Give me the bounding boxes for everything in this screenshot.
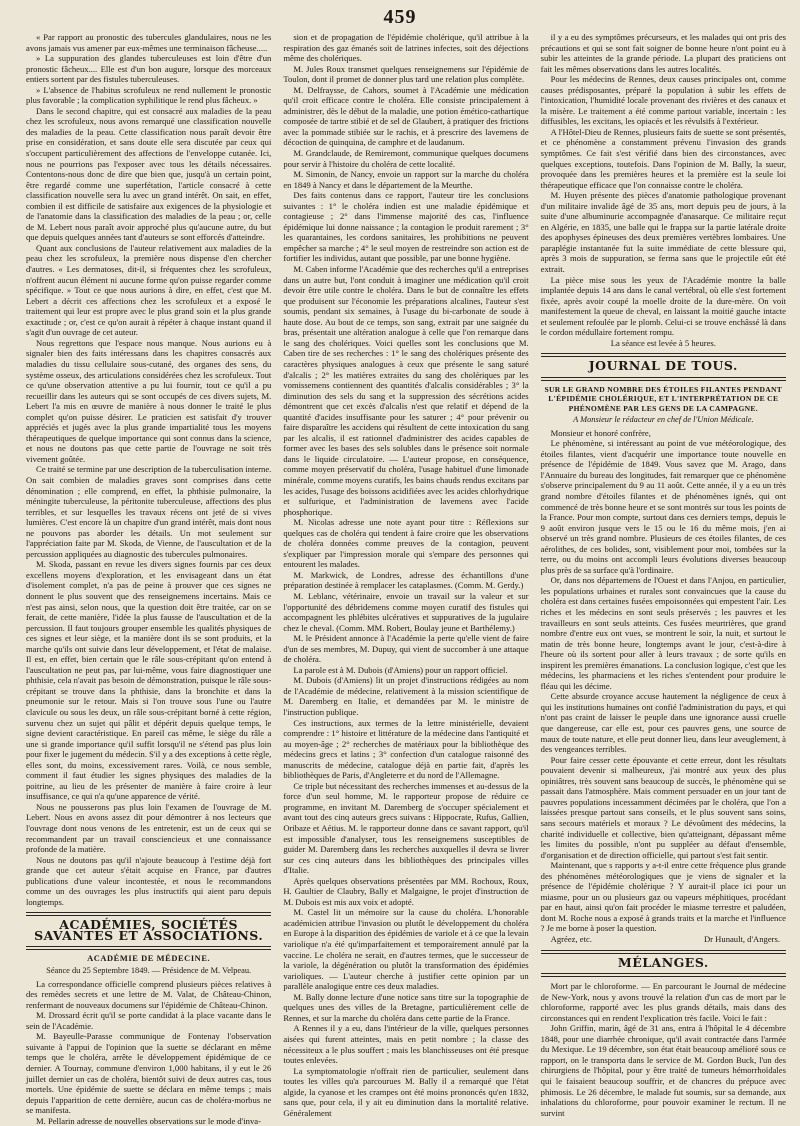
paragraph: il y a eu des symptômes précurseurs, et les malades qui ont pris des précautions et qui se sont fait soigner de bonne heure n'ont point eu à subir les atteintes de la grande période. La plupart des praticiens ont fait les mêmes observations dans les autres localités. [540,32,786,74]
paragraph: Mort par le chloroforme. — En parcourant le Journal de médecine de New-York, nous y avons trouvé la relation d'un cas de mort par le chloroforme, rapporté avec les plus grands détails, mais dans des circonstances qui en rendent l'explication très facile. Voici le fait : [540,981,786,1023]
academy-report [26,979,271,1126]
section-divider [26,946,271,950]
paragraph: Pour les médecins de Rennes, deux causes principales ont, comme causes prédisposantes, préparé la population à subir les effets de l'intoxication, l'humidité locale provenant des rivières et des canaux et la misère. Le traitement a été comme partout variable, incertain : les diffusibles, les excitans, les opiacés et les révulsifs à l'extérieur. [540,74,786,127]
paragraph: M. Grandclaude, de Remiremont, communique quelques documens pour servir à l'histoire du choléra de cette localité. [283,148,529,169]
paragraph: Monsieur et honoré confrère, [550,427,651,438]
paragraph: » L'absence de l'habitus scrofuleux ne rend nullement le pronostic plus favorable ; la complication syphilitique le rend plus fâcheux. » [26,84,272,106]
paragraph: La parole est à M. Dubois (d'Amiens) pour un rapport officiel. [293,664,508,675]
paragraph: Ce triple but nécessitant des recherches immenses et au-dessus de la force d'un seul homme, M. le rapporteur propose de réduire ce programme, en invitant M. Daremberg de s'occuper spécialement et avant tout des cinq auteurs grecs suivans : Hippocrate, Rufus, Gallien, Oribaze et Aétius. M. le rapporteur donne dans ce savant rapport, qu'il est impossible d'analyser, tous les renseignemens susceptibles de guider M. Daremberg dans les recherches auxquelles il devra se livrer sur ces cinq auteurs dans les bibliothèques des principales villes d'Italie. [283,780,529,876]
paragraph: Maintenant, que s rapports y a-t-il entre cette fréquence plus grande des phénomènes météorologiques que je viens de signaler et la présence de l'épidémie cholérique ? Y aurait-il place ici pour un miasme, pour un ou plusieurs gaz ou vapeurs méphitiques, procédant par en haut, ainsi qu'on fait procéder le miasme terrestre et paludéen, dont M. Roche nous a exposé à grands traits et la marche et l'influence ? Je me borne à poser la question. [540,860,786,934]
paragraph: A l'Hôtel-Dieu de Rennes, plusieurs faits de suette se sont présentés, et ce phénomène a constamment prévenu l'invasion des grands symptômes. Ce fait s'est vérifié dans bien des circonstances, avec quelques exceptions, toutefois. Dans l'opinion de M. Bally, la sueur, provoquée dans les premières heures et la première est la seule loi thérapeutique efficace que l'on connaisse contre le choléra. [540,126,786,190]
paragraph: Ces instructions, aux termes de la lettre ministérielle, devaient comprendre : 1° histoire et littérature de la médecine dans l'antiquité et au moyen-âge ; 2° recherches de matériaux pour la bibliothèque des médecins grecs et latins ; 3° confection d'un catalogue raisonné des manuscrits de médecine, catalogue déjà en partie fait, d'après les bibliothèques de Paris, d'Angleterre et du nord de l'Allemagne. [283,717,529,781]
columns [26,32,786,1126]
paragraph: Le phénomène, si intéressant au point de vue météorologique, des étoiles filantes, vient d'acquérir une importance toute nouvelle en présence de l'épidémie de 1849. Vous savez que M. Arago, dans l'Annuaire du bureau des longitudes, fait remarquer que ce phénomène s'observe principalement du 9 au 11 août. Cette année, il y a eu un très grand nombre d'étoiles filantes et de phénomènes ignés, qui ont commencé de très bonne heure et se sont montrés sur tous les points de la France. Pour mon compte, surtout dans ces derniers temps, depuis le 9 août environ jusque vers le 15 ou le 16 du même mois, j'en ai observé un très grand nombre. Plusieurs de ces étoiles filantes, de ces aérolithes, de ces bolides, sont, visiblement pour moi, tombées sur la terre, ou du moins ont accompli leurs évolutions diverses beaucoup plus près de sa surface qu'à l'ordinaire. [540,438,786,575]
paragraph: M. Simonin, de Nancy, envoie un rapport sur la marche du choléra en 1849 à Nancy et dans le département de la Meurthe. [283,169,529,190]
dedication: A Monsieur le rédacteur en chef de l'Union Médicale. [573,415,754,425]
column-3 [541,32,786,1126]
paragraph: Cette absurde croyance accuse hautement la négligence de ceux à qui les institutions humaines ont confié l'administration du pays, et qui n'ont pas craint de laisser le peuple dans une ignorance aussi cruelle que dangereuse, car elle est, pour ces pauvres gens, une source de maux de toute nature, et elle peut donner lieu, dans leur aveuglement, à des vengeances terribles. [540,691,786,755]
paragraph: M. Bally donne lecture d'une notice sans titre sur la topographie de quelques unes des villes de la Bretagne, particulièrement celle de Rennes, et sur la marche du choléra dans cette partie de la France. [283,991,529,1023]
section-title-academies: ACADÉMIES, SOCIÉTÉS SAVANTES ET ASSOCIATIONS. [34,917,264,943]
section-divider [541,950,786,954]
academy-name: ACADÉMIE DE MÉDECINE. [87,954,211,964]
paragraph: M. Castel lit un mémoire sur la cause du choléra. L'honorable académicien attribue l'invasion ou plutôt le développement du choléra en Europe à la disparition des épidémies de variole et à ce que la levain variolique n'a été qu'imparfaitement et temporairement annulé par la vaccine. Le choléra ne serait, en d'autres termes, que le successeur de la variole, la dégénération ou plutôt la transformation des épidémies varioliques. — L'auteur cherche à justifier cette opinion par un parallèle analogique entre ces deux maladies. [283,907,529,992]
article-title: SUR LE GRAND NOMBRE DES ÉTOILES FILANTES PENDANT L'ÉPIDÉMIE CHOLÉRIQUE, ET L'INTERPRÉTATION DE CE PHÉNOMÈNE PAR LES GENS DE LA CAMPAGNE. [544,384,783,413]
paragraph: M. Markwick, de Londres, adresse des échantillons d'une préparation destinée à remplacer les cataplasmes. (Comm. M. Gerdy.) [283,569,529,591]
signature-line [541,934,786,945]
paragraph: Nous ne doutons pas qu'il n'ajoute beaucoup à l'estime déjà fort grande que cet auteur s'était acquise en France, par d'autres publications d'une valeur incontestée, et nous le recommandons comme un des ouvrages les plus instructifs qui aient paru depuis longtemps. [26,854,272,907]
closing-formula: Agréez, etc. [550,933,592,944]
section-divider [26,912,271,916]
paragraph: M. Pellarin adresse de nouvelles observations sur le mode d'inva- [36,1115,261,1126]
paragraph: M. Delfraysse, de Cahors, soumet à l'Académie une médication qu'il croit efficace contre le choléra. Elle consiste principalement à administrer, dès le début de la maladie, une potion émético-cathartique composée de tartre stibié et de sel de Glaubert, à pratiquer des frictions avec la pommade stibiée sur le rachis, et à prescrire des lavemens de décoction de quinquina, de camphre et de laudanum. [283,84,529,148]
paragraph: Or, dans nos départemens de l'Ouest et dans l'Anjou, en particulier, les populations urbaines et rurales sont convaincues que la cause du choléra est dans certaines fusées empoisonnées qui empestent l'air. Les riches et les médecins en sont seuls préservés ; les pauvres et les travailleurs en sont seuls atteints. Ces fusées meurtrières, que grand nombre d'entre eux ont vues, se montrent le soir, la nuit, et surtout le matin de très bonne heure, longtemps avant le jour, c'est-à-dire à l'heure où ils sortent pour aller à leurs travaux ; de sorte qu'ils en inspirent les premières émanations. La conclusion logique, c'est que les médecins, les pharmaciens et les riches s'entendent pour produire le fléau qui les décime. [540,575,786,691]
paragraph: » La suppuration des glandes tuberculeuses est loin d'être d'un pronostic fâcheux.... Elle est d'un bon augure, lorsque des morceaux entiers sortent par des fistules tuberculeuses. [26,53,272,85]
section-divider [541,973,786,977]
paragraph: M. Bayeulle-Parasse communique de Fontenay l'observation suivante à l'appui de l'opinion que la suette se déclarant en même temps que le choléra, arrête le développement épidémique de ce dernier. A Tournay, commune d'environ 1,000 habitans, il y eut le 26 juillet dernier un cas de choléra, bientôt suivi de deux autres cas, tous mortels. Une épidémie de suette se déclara en même temps ; mais depuis l'apparition de cette dernière, aucun cas de choléra-morbus ne se manifesta. [26,1031,272,1116]
review-continuation [26,32,271,907]
column-2 [283,32,528,1126]
session-end: La séance est levée à 5 heures. [610,337,716,348]
paragraph: M. Leblanc, vétérinaire, envoie un travail sur la valeur et sur l'opportunité des débridemens comme moyen curatif des fistules qui accompagnent les phlébites ulcératives et suppuratives de la jugulaire chez le cheval. (Comm. MM. Robert, Boulay jeune et Barthélemy.) [283,590,529,633]
paragraph: Des faits contenus dans ce rapport, l'auteur tire les conclusions suivantes : 1° le choléra indien est une maladie épidémique et contagieuse ; 2° dans l'immense majorité des cas, l'influence épidémique lui donne naissance ; la contagion le produit rarement ; 3° les quarantaines, les cordons sanitaires, les prohibitions ne peuvent empêcher sa marche ; 4° le seul moyen de restreindre son action est de fortifier les individus, autant que possible, par une bonne hygiène. [283,190,529,264]
paragraph: M. Dubois (d'Amiens) lit un projet d'instructions rédigées au nom de l'Académie de médecine, relativement à la mission scientifique de M. Daremberg en Italie, et demandées par M. le ministre de l'instruction publique. [283,675,529,717]
paragraph: M. Caben informe l'Académie que des recherches qu'il a entreprises dans un autre but, l'ont conduit à imaginer une médication qu'il croit devoir être utile contre le choléra. Dans le but de connaître les effets que produisent sur l'économie les préparations alcalines, l'auteur s'est soumis, pendant six semaines, à l'usage du bi-carbonate de soude à haute dose. Au bout de ce temps, son sang, extrait par une saignée du bras, présentait une altération analogue à celle que l'on remarque dans le sang des cholériques. Voici quelles sont les conclusions que M. Caben tire de ses recherches : 1° le sang des cholériques présente des caractères physiques analogues à ceux que présente le sang saturé d'alcalis ; 2° les matières extraites du sang des cholériques par les vomissemens contiennent des quantités d'alcalis considérables ; 3° la diminution des sels du sang et la suppression des sécrétions acides démontrent que cet excès d'alcalis n'est que relatif et dépend de la quantité d'acides insuffisante pour les saturer ; 4° pour prévenir ou faire disparaître les accidens qui résultent de cette intoxication du sang par les alcalis, il est rationnel d'administrer des acides capables de former avec les bases des sels solubles dans le présence soit normale dans le liquide circulatoire. — L'auteur propose, en conséquence, comme moyen préservatif du choléra, l'usage habituel d'une limonade minérale, comme moyens curatifs, les bains chauds rendus excitans par les acides, l'usage des boissons acidifiées avec les acides chlorhydrique et sulfurique, et l'administration de lavemens avec l'acide phosphorique. [283,264,529,517]
paragraph: A Rennes il y a eu, dans l'intérieur de la ville, quelques personnes aisées qui furent atteintes, mais en petit nombre ; la classe des nécessiteux a le plus souffert ; mais les blanchisseuses ont été presque toutes enlevées. [283,1023,529,1066]
paragraph: M. Nicolas adresse une note ayant pour titre : Réflexions sur quelques cas de choléra qui tendent à faire croire que les observations de choléra données comme preuves de la contagion, peuvent s'expliquer par l'impression morale qui s'empare des personnes qui entourent les malades. [283,517,529,570]
author-signature: Dr Hunault, d'Angers. [703,933,780,944]
section-title-melanges: MÉLANGES. [617,954,709,970]
paragraph: M. le Président annonce à l'Académie la perte qu'elle vient de faire d'un de ses membres, M. Dupuy, qui vient de succomber à une attaque de choléra. [283,633,529,665]
paragraph: M. Huyen présente des pièces d'anatomie pathologique provenant d'un militaire invalide âgé de 35 ans, mort depuis peu de jours, à la suite d'une albuminurie accompagnée d'anasarque. Ce militaire reçut en Algérie, en 1835, une balle qui le frappa sur la partie latérale droite des apophyses épineuses des deux premières vertèbres lombaires. Une paraplégie instantanée fut la suite immédiate de cette blessure qui, après 3 mois de suppuration, se ferma sans que le projectile eût été extrait. [540,190,786,275]
paragraph: M. Skoda, passant en revue les divers signes fournis par ces deux excellens moyens d'exploration, et les envisageant dans un état d'isolement complet, n'a pas de peine à prouver que ces signes ne donnent le plus souvent que des renseignemens incertains. Mais ce n'est pas ainsi, selon nous, que la question doit être traitée, car on se ferait, de cette manière, l'idée la plus fausse de l'auscultation et de la percussion. Il faut toujours grouper ensemble les qualités physiques de ces signes et leur siège, et la manière dont ils se sont produits, et la marche qu'ils ont suivie dans leur développement, et l'état de malaise. Il est, en effet, bien certain que le râle sous-crépitant qu'on entend à l'auscultation ne peut pas, par lui-même, vous faire diagnostiquer une phthisie, cela n'avait pas besoin de démonstration, puisque le râle sous-crépitant se trouve dans la phthisie, dans la bronchite et dans la pneumonie sur le retour. Mais si l'on trouve sous l'une ou l'autre clavicule ou sous les deux, un râle sous-crépitant borné à cette région, survenu chez un sujet qui pâlit et dépérit depuis quelque temps, le signe devient caractéristique. En pareil cas même, le siège du râle a une si grande importance qu'il suffit lorsqu'il ne s'étend pas plus loin pour fixer le jugement du médecin. S'il y a des exceptions à cette règle, elles sont, du moins, excessivement rares. Voilà, ce nous semble, comment il faut étudier les signes physiques des maladies de la poitrine, au lieu de les présenter de manière à faire croire à leur insuffisance, ce qui n'a qu'une apparence de vérité. [26,559,272,802]
page-number: 459 [383,6,417,28]
paragraph: Nous regrettons que l'espace nous manque. Nous aurions eu à signaler bien des faits intéressans dans les chapitres consacrés aux maladies du tissu cellulaire sous-cutané, des organes des sens, du système osseux, des articulations considérées chez les scrofuleux. Tout ce qu'une observation attentive a pu lui fournir, tout ce qu'il a pu recueillir dans les auteurs qui se sont occupés de ces divers sujets, M. Lebert l'a mis en œuvre de manière à nous donner le traité le plus complet qu'on puisse désirer. Le praticien est satisfait d'y trouver appréciés et jugés avec la plus grande impartialité tous les moyens thérapeutiques de quelque importance qui sont connus dans la science, et nous ne doutons pas que cette partie de l'ouvrage ne soit très vivement goûtée. [26,337,272,464]
column-1 [26,32,271,1126]
paragraph: Après quelques observations présentées par MM. Rochoux, Roux, H. Gaultier de Claubry, Bally et Malgaigne, le projet d'instruction de M. Dubois est mis aux voix et adopté. [283,875,529,907]
paragraph: Nous ne pousserons pas plus loin l'examen de l'ouvrage de M. Lebert. Nous en avons assez dit pour démontrer à nos lecteurs que l'ouvrage dont nous venons de les entretenir, est un de ceux qui se recommandent par un travail consciencieux et une connaissance profonde de la matière. [26,801,272,855]
paragraph: Pour faire cesser cette épouvante et cette erreur, dont les résultats pouvaient devenir si malheureux, j'ai montré aux yeux des plus opiniâtres, très souvent sans beaucoup de succès, le phénomène qui se passait dans l'atmosphère. Mais comment persuader en un jour tant de pauvres populations incessamment décimées par le choléra, que l'on a laissées presque partout sans conseils, et le plus souvent sans soins, sans secours matériels et moraux ? Le dévoûment des médecins, la charité individuelle et collective, bien qu'atteignant, dépassant même les limites du possible, n'ont pu suppléer au défaut d'ensemble, d'organisation et de direction officielle, qui partout s'est fait sentir. [540,754,786,860]
paragraph: Quant aux conclusions de l'auteur relativement aux maladies de la peau chez les scrofuleux, la première nous dispense d'en chercher d'autres. « Les dermatoses, dit-il, si fréquentes chez les scrofuleux, n'offrent aucun élément ni aucune forme qu'on puisse regarder comme spécifique. » Tout ce que nous aurions à dire, en effet, c'est que M. Lebert a décrit ces affections chez les scrofuleux et a exposé le traitement qui leur est propre avec le plus grand soin et la plus grande exactitude ; or, c'est ce qu'on aurait à répéter à chaque instant quand il s'agit d'un ouvrage de cet auteur. [26,242,272,338]
section-divider [541,377,786,381]
section-divider [541,353,786,357]
paragraph: sion et de propagation de l'épidémie cholérique, qu'il attribue à la respiration des gaz émanés soit de latrines infectes, soit des déjections même des cholériques. [283,32,529,64]
session-line: Séance du 25 Septembre 1849. — Présidence de M. Velpeau. [46,966,252,976]
paragraph: La correspondance officielle comprend plusieurs pièces relatives à des remèdes secrets et une lettre de M. Valat, de Château-Chinon, renfermant de nouveaux documens sur l'épidémie de Château-Chinon. [26,978,272,1010]
paragraph: « Par rapport au pronostic des tubercules glandulaires, nous ne les avons jamais vus amener par eux-mêmes une terminaison fâcheuse..... [26,32,272,53]
paragraph: Ce traité se termine par une description de la tuberculisation interne. On sait combien de maladies graves sont comprises dans cette dénomination ; elle comprend, en effet, la phthisie pulmonaire, la méningite tuberculeuse, la péritonite tuberculeuse, affections des plus terribles, et sur lesquelles les travaux récens ont jeté de si vives lumières. C'est encore là un chapitre d'un grand intérêt, mais dont nous ne pouvons pas aborder les détails. Un mot seulement sur l'appréciation faite par M. Skoda, de Vienne, de l'auscultation et de la percussion appliquées au diagnostic des tubercules pulmonaires. [26,464,272,559]
paragraph: M. Drossard écrit qu'il se porte candidat à la place vacante dans le sein de l'Académie. [26,1010,272,1031]
paragraph: La symptomatologie n'offrait rien de particulier, seulement dans toutes les villes qu'a parcourues M. Bally il a remarqué que l'état algide, la cyanose et les crampes ont été moins prononcés qu'en 1832, sans que, pour cela, il y ait eu diminution dans la mortalité relative. Généralement [283,1065,529,1118]
paragraph: John Griffin, marin, âgé de 31 ans, entra à l'hôpital le 4 décembre 1848, pour une diarrhée chronique, qu'il avait contractée dans l'armée du Mexique. Le 19 décembre, son état était beaucoup amélioré sous ce rapport, on le transporta dans le service de M. Gordon Buck, l'un des chirurgiens de l'hôpital, pour y être traité de tumeurs hémorrhoïdales qui le faisaient beaucoup souffrir, et de chancres du prépuce avec phimosis. Le 26 décembre, le malade fut soumis, sur sa demande, aux inhalations du chloroforme, pour pouvoir examiner le rectum. Il ne survint [540,1023,786,1118]
paragraph: Dans le second chapitre, qui est consacré aux maladies de la peau chez les scrofuleux, nous avons remarqué une classification nouvelle des maladies de la peau. Cette classification nous paraît devoir être prise en considération, et sans doute elle sera discutée par ceux qui s'occupent particulièrement des affections de l'enveloppe cutanée. Ici, nous ne pourrions pas l'exposer avec tous les détails nécessaires. Contentons-nous donc de dire que bien que, jusqu'à un certain point, être regardé comme une superfétation, l'article consacré à cette classification nouvelle sera lu avec un grand intérêt. On sait, en effet, combien il est difficile de satisfaire aux exigences de la physiologie et de l'anatomie dans la classification des maladies de la peau ; or, celle de M. Lebert nous paraît avoir approché plus qu'aucune autre, du but que depuis quelques années tant d'auteurs se sont efforcés d'atteindre. [26,105,272,243]
paragraph: M. Jules Roux transmet quelques renseignemens sur l'épidémie de Toulon, dont il promet de donner plus tard une relation plus complète. [283,63,529,85]
section-title-journal: JOURNAL DE TOUS. [588,358,738,374]
paragraph: La pièce mise sous les yeux de l'Académie montre la balle implantée depuis 14 ans dans le canal vertébral, où elle s'est fortement fixée, après avoir coupé la moelle droite de la dure-mère. On voit manifestement la queue de cheval, en laissant la moitié gauche intacte et seulement refoulée par le plomb. Celui-ci se trouve enchâssé là dans le cordon médullaire fortement rompu. [540,274,786,338]
